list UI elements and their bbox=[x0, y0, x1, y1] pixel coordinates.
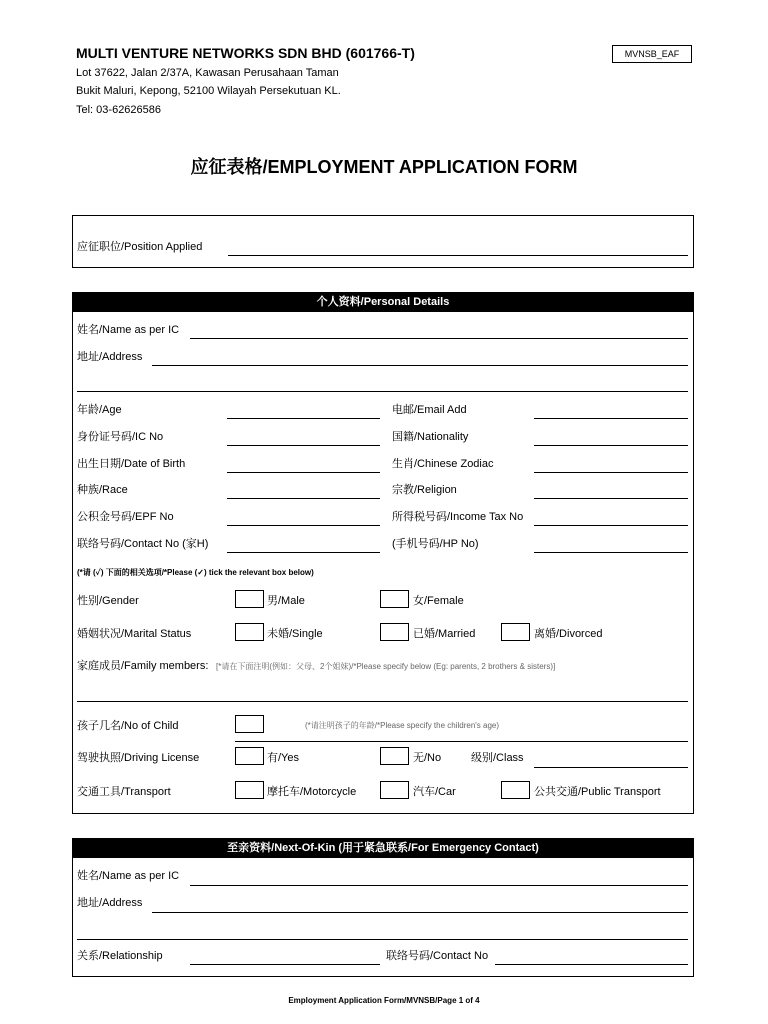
license-class-input-line[interactable] bbox=[534, 767, 688, 768]
kin-address-label: 地址/Address bbox=[77, 897, 143, 909]
tick-instruction: (*请 (✓) 下面的相关选项/*Please (✓) tick the relevant box below) bbox=[77, 568, 314, 577]
kin-address-input-line-1[interactable] bbox=[152, 912, 688, 913]
age-input-line[interactable] bbox=[227, 418, 380, 419]
next-of-kin-header: 至亲资料/Next-Of-Kin (用于紧急联系/For Emergency Contact) bbox=[73, 839, 693, 858]
single-label: 未婚/Single bbox=[267, 628, 323, 640]
kin-contact-input-line[interactable] bbox=[495, 964, 688, 965]
next-of-kin-section bbox=[72, 838, 694, 977]
family-members-label: 家庭成员/Family members: bbox=[77, 660, 209, 672]
position-label: 应征职位/Position Applied bbox=[77, 241, 203, 253]
family-members-note: [*请在下面注明(例如：父母、2个姐妹)/*Please specify below (Eg: parents, 2 brothers & sisters)] bbox=[216, 662, 556, 671]
position-section bbox=[72, 215, 694, 268]
kin-name-input-line[interactable] bbox=[190, 885, 688, 886]
female-checkbox[interactable] bbox=[380, 590, 409, 608]
license-no-checkbox[interactable] bbox=[380, 747, 409, 765]
form-reference-code: MVNSB_EAF bbox=[624, 49, 680, 59]
public-transport-checkbox[interactable] bbox=[501, 781, 530, 799]
children-label: 孩子几名/No of Child bbox=[77, 720, 179, 732]
gender-label: 性别/Gender bbox=[77, 595, 139, 607]
contact-home-label: 联络号码/Contact No (家H) bbox=[77, 538, 209, 550]
company-address-line-1: Lot 37622, Jalan 2/37A, Kawasan Perusahaan Taman bbox=[76, 67, 339, 79]
ic-input-line[interactable] bbox=[227, 445, 380, 446]
income-tax-label: 所得税号码/Income Tax No bbox=[392, 511, 524, 523]
public-transport-label: 公共交通/Public Transport bbox=[534, 786, 661, 798]
kin-relationship-input-line[interactable] bbox=[190, 964, 380, 965]
motorcycle-checkbox[interactable] bbox=[235, 781, 264, 799]
race-input-line[interactable] bbox=[227, 498, 380, 499]
name-label: 姓名/Name as per IC bbox=[77, 324, 180, 336]
page-footer: Employment Application Form/MVNSB/Page 1 of 4 bbox=[288, 996, 480, 1005]
address-input-line-1[interactable] bbox=[152, 365, 688, 366]
kin-relationship-label: 关系/Relationship bbox=[77, 950, 163, 962]
ic-label: 身份证号码/IC No bbox=[77, 431, 164, 443]
male-label: 男/Male bbox=[267, 595, 305, 607]
divorced-checkbox[interactable] bbox=[501, 623, 530, 641]
company-address-line-2: Bukit Maluri, Kepong, 52100 Wilayah Persekutuan KL. bbox=[76, 85, 341, 97]
nationality-label: 国籍/Nationality bbox=[392, 431, 469, 443]
religion-input-line[interactable] bbox=[534, 498, 688, 499]
hp-label: (手机号码/HP No) bbox=[392, 538, 479, 550]
race-label: 种族/Race bbox=[77, 484, 128, 496]
epf-input-line[interactable] bbox=[227, 525, 380, 526]
zodiac-label: 生肖/Chinese Zodiac bbox=[392, 458, 494, 470]
license-yes-checkbox[interactable] bbox=[235, 747, 264, 765]
married-label: 已婚/Married bbox=[413, 628, 476, 640]
children-age-input-line[interactable] bbox=[235, 741, 688, 742]
form-reference-box bbox=[612, 45, 692, 63]
driving-license-label: 驾驶执照/Driving License bbox=[77, 752, 200, 764]
address-label: 地址/Address bbox=[77, 351, 143, 363]
transport-label: 交通工具/Transport bbox=[77, 786, 171, 798]
hp-input-line[interactable] bbox=[534, 552, 688, 553]
license-yes-label: 有/Yes bbox=[267, 752, 300, 764]
email-label: 电邮/Email Add bbox=[392, 404, 467, 416]
divorced-label: 离婚/Divorced bbox=[534, 628, 603, 640]
nationality-input-line[interactable] bbox=[534, 445, 688, 446]
personal-details-section bbox=[72, 292, 694, 814]
zodiac-input-line[interactable] bbox=[534, 472, 688, 473]
position-input-line[interactable] bbox=[228, 255, 688, 256]
kin-address-input-line-2[interactable] bbox=[77, 939, 688, 940]
age-label: 年龄/Age bbox=[77, 404, 122, 416]
epf-label: 公积金号码/EPF No bbox=[77, 511, 174, 523]
female-label: 女/Female bbox=[413, 595, 464, 607]
dob-label: 出生日期/Date of Birth bbox=[77, 458, 186, 470]
form-title: 应征表格/EMPLOYMENT APPLICATION FORM bbox=[190, 157, 578, 177]
car-label: 汽车/Car bbox=[413, 786, 456, 798]
contact-home-input-line[interactable] bbox=[227, 552, 380, 553]
car-checkbox[interactable] bbox=[380, 781, 409, 799]
company-name: MULTI VENTURE NETWORKS SDN BHD (601766-T) bbox=[76, 45, 415, 61]
single-checkbox[interactable] bbox=[235, 623, 264, 641]
kin-contact-label: 联络号码/Contact No bbox=[386, 950, 489, 962]
address-input-line-2[interactable] bbox=[77, 391, 688, 392]
motorcycle-label: 摩托车/Motorcycle bbox=[267, 786, 357, 798]
license-no-label: 无/No bbox=[413, 752, 442, 764]
family-members-input-line[interactable] bbox=[77, 701, 688, 702]
license-class-label: 级别/Class bbox=[471, 752, 524, 764]
name-input-line[interactable] bbox=[190, 338, 688, 339]
children-age-note: (*请注明孩子的年龄/*Please specify the children's age) bbox=[305, 721, 500, 730]
company-tel: Tel: 03-62626586 bbox=[76, 104, 162, 116]
kin-name-label: 姓名/Name as per IC bbox=[77, 870, 180, 882]
income-tax-input-line[interactable] bbox=[534, 525, 688, 526]
children-count-box[interactable] bbox=[235, 715, 264, 733]
marital-status-label: 婚姻状况/Marital Status bbox=[77, 628, 192, 640]
married-checkbox[interactable] bbox=[380, 623, 409, 641]
personal-details-header: 个人资料/Personal Details bbox=[73, 293, 693, 312]
dob-input-line[interactable] bbox=[227, 472, 380, 473]
email-input-line[interactable] bbox=[534, 418, 688, 419]
religion-label: 宗教/Religion bbox=[392, 484, 457, 496]
male-checkbox[interactable] bbox=[235, 590, 264, 608]
